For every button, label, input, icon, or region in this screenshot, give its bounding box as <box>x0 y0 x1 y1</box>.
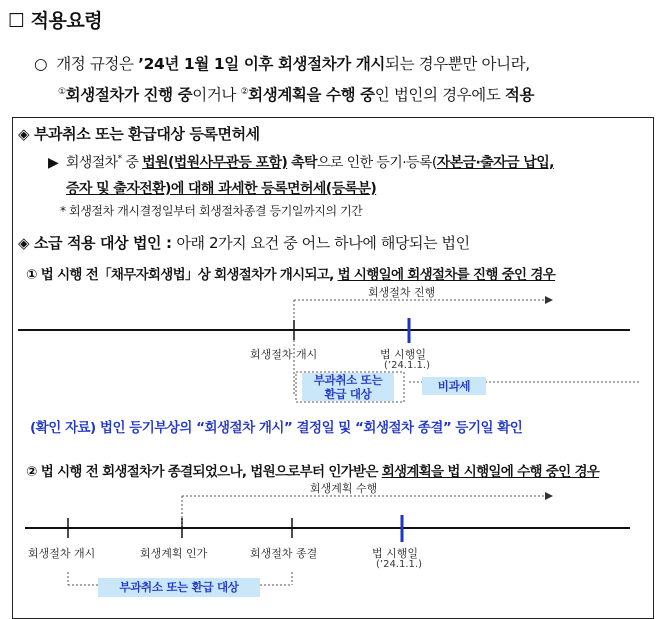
intro-text-end: 되는 경우뿐만 아니라, <box>385 55 530 73</box>
section1-note: * 회생절차 개시결정일부터 회생절차종결 등기일까지의 기간 <box>60 204 363 218</box>
text-capital: 자본금·출자금 납입, <box>436 155 554 171</box>
section1-line-2: 증자 및 출자전환)에 대해 과세한 등록면허세(등록분) <box>66 181 377 197</box>
intro-text-corp: 인 법인의 경우에도 <box>374 86 505 104</box>
section-heading: ☐ 적용요령 <box>8 10 103 32</box>
case2-title-a: ② 법 시행 전 회생절차가 종결되었으나, 법원으로부터 인가받은 <box>26 464 382 480</box>
intro-emphasis-date: ’24년 1월 1일 이후 회생절차가 개시 <box>138 55 385 73</box>
text-court: 법원(법원사무관등 포함) <box>142 155 288 171</box>
case2-tick-close-label: 회생절차 종결 <box>250 547 318 560</box>
case2-refund-tag: 부과취소 또는 환급 대상 <box>98 578 260 597</box>
case1-refund-tag <box>302 373 394 401</box>
case2-title-b: 회생계획을 법 시행일에 수행 중인 경우 <box>381 464 600 480</box>
case2-tick-approval-label: 회생계획 인가 <box>140 547 208 560</box>
case1-nontax-tag: 비과세 <box>422 377 486 395</box>
section2-title-desc: 아래 2가지 요건 중 어느 하나에 해당되는 법인 <box>176 234 470 252</box>
marker-1: ① <box>58 87 66 97</box>
footnote-mark: * <box>117 154 122 164</box>
case1-arrow-head <box>545 296 553 304</box>
text-rehab: 회생절차 <box>65 155 118 171</box>
section2-title-label: ◈ 소급 적용 대상 법인 : <box>18 234 177 252</box>
case2-enforce-label: 법 시행일 <box>372 547 419 560</box>
case2-arrow-label: 회생계획 수행 <box>310 482 378 495</box>
case1-arrow-label: 회생절차 진행 <box>368 286 436 299</box>
intro-text-or: 이거나 <box>192 86 241 104</box>
case2-tick-start-label: 회생절차 개시 <box>28 547 96 560</box>
intro-bullet: ○ <box>34 55 48 73</box>
triangle-bullet: ▶ <box>48 155 59 171</box>
confirm-note: (확인 자료) 법인 등기부상의 “회생절차 개시” 결정일 및 “회생절차 종결” 등기일 확인 <box>30 420 523 436</box>
intro-emphasis-plan: 회생계획을 수행 중 <box>248 86 375 104</box>
text-commission: 촉탁 <box>291 155 317 171</box>
case1-tick-start-label: 회생절차 개시 <box>250 348 318 361</box>
text-during: 중 <box>121 155 143 171</box>
section1-title: ◈ 부과취소 또는 환급대상 등록면허세 <box>18 125 260 143</box>
case2-arrow-head <box>545 492 553 500</box>
case1-enforce-date: (’24.1.1.) <box>384 360 430 371</box>
intro-emphasis-in-progress: 회생절차가 진행 중 <box>65 86 193 104</box>
case2-enforce-date: (’24.1.1.) <box>376 559 422 570</box>
case1-refund-tag-line1: 부과취소 또는 <box>313 373 383 387</box>
intro-emphasis-apply: 적용 <box>504 86 535 104</box>
case1-enforce-label: 법 시행일 <box>380 348 427 361</box>
case2-title <box>26 460 599 480</box>
text-registration: 으로 인한 등기·등록( <box>316 155 437 171</box>
case1-title-b: 법 시행일에 회생절차를 진행 중인 경우 <box>337 267 556 283</box>
case1-refund-tag-line2: 환급 대상 <box>324 387 372 401</box>
case1-title-a: ① 법 시행 전「채무자회생법」상 회생절차가 개시되고, <box>26 267 338 283</box>
marker-2: ② <box>240 87 249 97</box>
intro-text: 개정 규정은 <box>56 55 139 73</box>
